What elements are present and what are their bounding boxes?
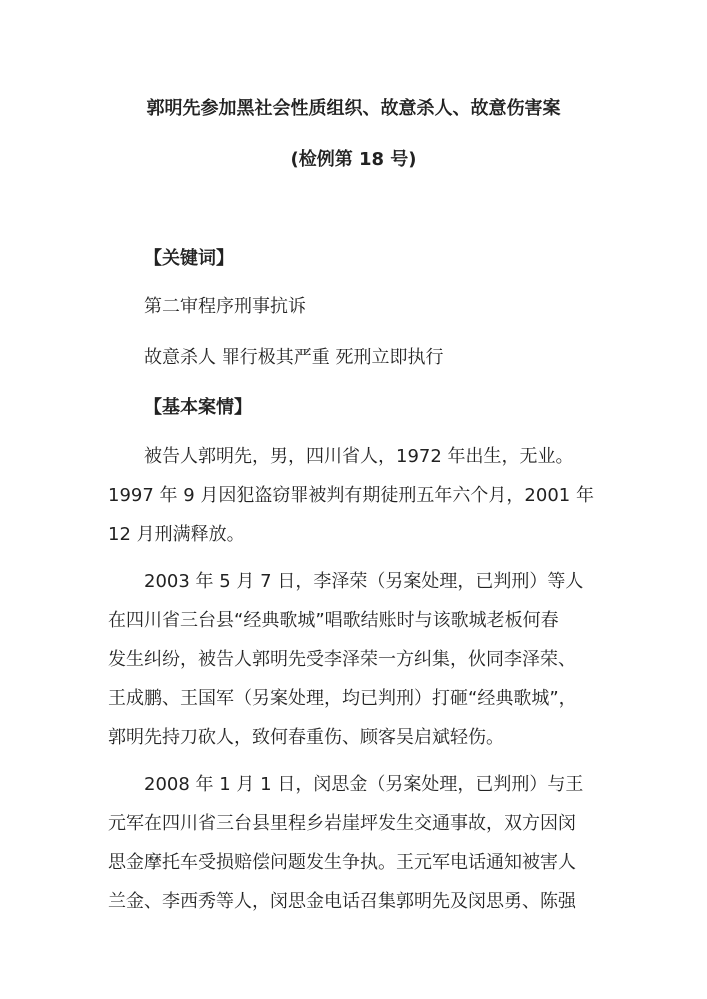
paragraph-line: 郭明先持刀砍人，致何春重伤、顾客吴启斌轻伤。 (108, 727, 504, 748)
paragraph-line: 2003 年 5 月 7 日，李泽荣（另案处理，已判刑）等人 (144, 571, 584, 592)
facts-heading: 【基本案情】 (144, 397, 252, 418)
paragraph-line: 12 月刑满释放。 (108, 524, 245, 545)
paragraph-line: 被告人郭明先，男，四川省人，1972 年出生，无业。 (144, 446, 574, 467)
paragraph-line: 2008 年 1 月 1 日，闵思金（另案处理，已判刑）与王 (144, 774, 584, 795)
keyword-line: 第二审程序刑事抗诉 (144, 296, 306, 317)
keyword-line: 故意杀人 罪行极其严重 死刑立即执行 (144, 347, 444, 368)
document-title: 郭明先参加黑社会性质组织、故意杀人、故意伤害案 (146, 98, 561, 119)
keywords-heading: 【关键词】 (144, 248, 234, 269)
paragraph-line: 发生纠纷，被告人郭明先受李泽荣一方纠集，伙同李泽荣、 (108, 649, 576, 670)
case-number: (检例第 18 号) (290, 149, 417, 170)
paragraph-line: 在四川省三台县“经典歌城”唱歌结账时与该歌城老板何春 (108, 610, 559, 631)
paragraph-line: 思金摩托车受损赔偿问题发生争执。王元军电话通知被害人 (108, 852, 576, 873)
paragraph-line: 王成鹏、王国军（另案处理，均已判刑）打砸“经典歌城”， (108, 688, 577, 709)
paragraph-line: 元军在四川省三台县里程乡岩崖坪发生交通事故，双方因闵 (108, 813, 576, 834)
paragraph-line: 1997 年 9 月因犯盗窃罪被判有期徒刑五年六个月，2001 年 (108, 485, 594, 506)
paragraph-line: 兰金、李西秀等人，闵思金电话召集郭明先及闵思勇、陈强 (108, 891, 576, 912)
